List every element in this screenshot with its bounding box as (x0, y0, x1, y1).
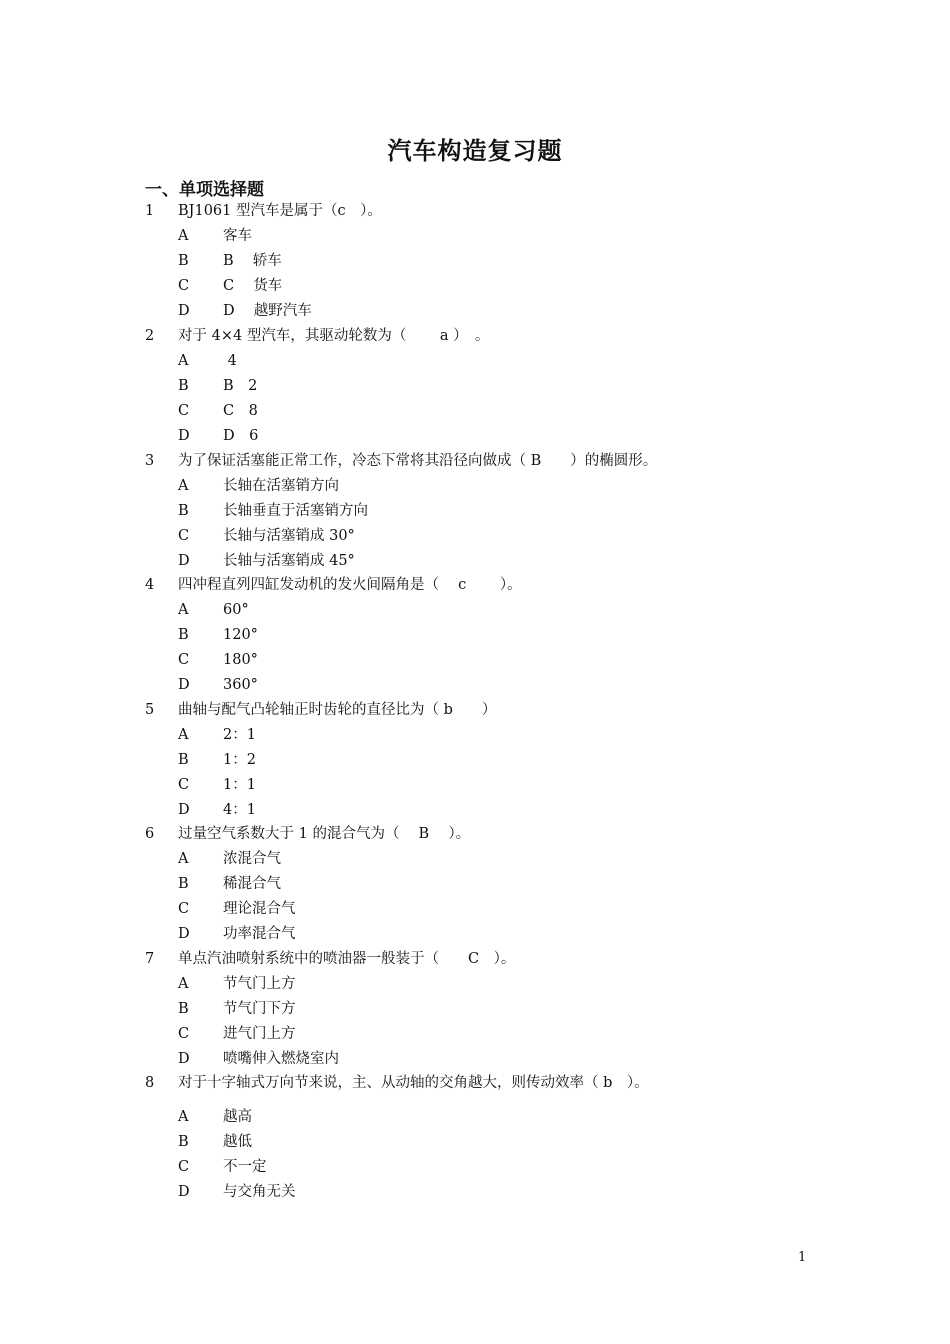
option-letter: C (178, 403, 190, 419)
option-letter: B (178, 627, 189, 643)
option-letter: C (178, 777, 190, 793)
option-letter: D (178, 802, 190, 818)
option-letter: B (178, 1001, 189, 1017)
option-text: 360° (223, 677, 258, 693)
option-letter: A (178, 602, 189, 618)
option-letter: A (178, 976, 189, 992)
option-text: 节气门上方 (223, 976, 296, 992)
option-text: 长轴垂直于活塞销方向 (223, 503, 368, 519)
question-text: 单点汽油喷射系统中的喷油器一般装于（ C ）。 (178, 951, 516, 967)
question-number: 8 (145, 1075, 155, 1091)
question-text: 过量空气系数大于 1 的混合气为（ B ）。 (178, 826, 471, 842)
question-text: 对于 4×4 型汽车，其驱动轮数为（ a ） 。 (178, 328, 490, 344)
option-letter: D (178, 926, 190, 942)
option-letter: A (178, 228, 189, 244)
option-text: 越低 (223, 1134, 252, 1150)
option-letter: A (178, 727, 189, 743)
option-text: D 6 (223, 428, 259, 444)
option-letter: B (178, 752, 189, 768)
option-text: D 越野汽车 (223, 303, 312, 319)
option-text: 节气门下方 (223, 1001, 296, 1017)
question-number: 7 (145, 951, 155, 967)
question-text: 曲轴与配气凸轮轴正时齿轮的直径比为（ b ） (178, 702, 497, 718)
option-text: 功率混合气 (223, 926, 296, 942)
option-text: 长轴与活塞销成 30° (223, 528, 355, 544)
option-letter: D (178, 303, 190, 319)
option-letter: A (178, 851, 189, 867)
option-letter: B (178, 1134, 189, 1150)
option-text: 越高 (223, 1109, 252, 1125)
section-heading: 一、单项选择题 (145, 180, 264, 200)
option-text: B 轿车 (223, 253, 282, 269)
question-text: 对于十字轴式万向节来说，主、从动轴的交角越大，则传动效率（ b ）。 (178, 1075, 649, 1091)
option-text: 4：1 (223, 802, 256, 818)
option-letter: B (178, 503, 189, 519)
question-number: 4 (145, 577, 155, 593)
option-text: 客车 (223, 228, 252, 244)
question-text: 四冲程直列四缸发动机的发火间隔角是（ c ）。 (178, 577, 522, 593)
option-text: C 货车 (223, 278, 283, 294)
question-number: 1 (145, 203, 155, 219)
option-text: C 8 (223, 403, 258, 419)
question-number: 5 (145, 702, 155, 718)
option-text: 1：1 (223, 777, 256, 793)
option-letter: C (178, 1026, 190, 1042)
page-number: 1 (798, 1250, 807, 1265)
question-number: 3 (145, 453, 155, 469)
option-letter: D (178, 1051, 190, 1067)
option-letter: B (178, 378, 189, 394)
option-text: 不一定 (223, 1159, 267, 1175)
option-text: 180° (223, 652, 258, 668)
option-letter: C (178, 1159, 190, 1175)
option-text: B 2 (223, 378, 258, 394)
option-text: 浓混合气 (223, 851, 281, 867)
option-text: 长轴与活塞销成 45° (223, 553, 355, 569)
page-title: 汽车构造复习题 (387, 137, 563, 165)
option-text: 喷嘴伸入燃烧室内 (223, 1051, 339, 1067)
question-text: 为了保证活塞能正常工作，冷态下常将其沿径向做成（ B ）的椭圆形。 (178, 453, 658, 469)
question-number: 6 (145, 826, 155, 842)
option-letter: D (178, 1184, 190, 1200)
option-letter: C (178, 652, 190, 668)
option-letter: B (178, 876, 189, 892)
option-text: 120° (223, 627, 258, 643)
option-text: 4 (223, 353, 237, 369)
option-text: 稀混合气 (223, 876, 281, 892)
option-text: 理论混合气 (223, 901, 296, 917)
option-text: 与交角无关 (223, 1184, 296, 1200)
option-letter: A (178, 353, 189, 369)
option-letter: D (178, 553, 190, 569)
option-letter: B (178, 253, 189, 269)
option-letter: D (178, 677, 190, 693)
option-letter: C (178, 528, 190, 544)
option-letter: D (178, 428, 190, 444)
question-text: BJ1061 型汽车是属于（c ）。 (178, 203, 382, 219)
option-text: 长轴在活塞销方向 (223, 478, 339, 494)
option-text: 1：2 (223, 752, 256, 768)
option-text: 60° (223, 602, 249, 618)
option-text: 进气门上方 (223, 1026, 296, 1042)
question-number: 2 (145, 328, 155, 344)
option-letter: C (178, 278, 190, 294)
option-letter: A (178, 478, 189, 494)
option-text: 2：1 (223, 727, 256, 743)
option-letter: A (178, 1109, 189, 1125)
option-letter: C (178, 901, 190, 917)
